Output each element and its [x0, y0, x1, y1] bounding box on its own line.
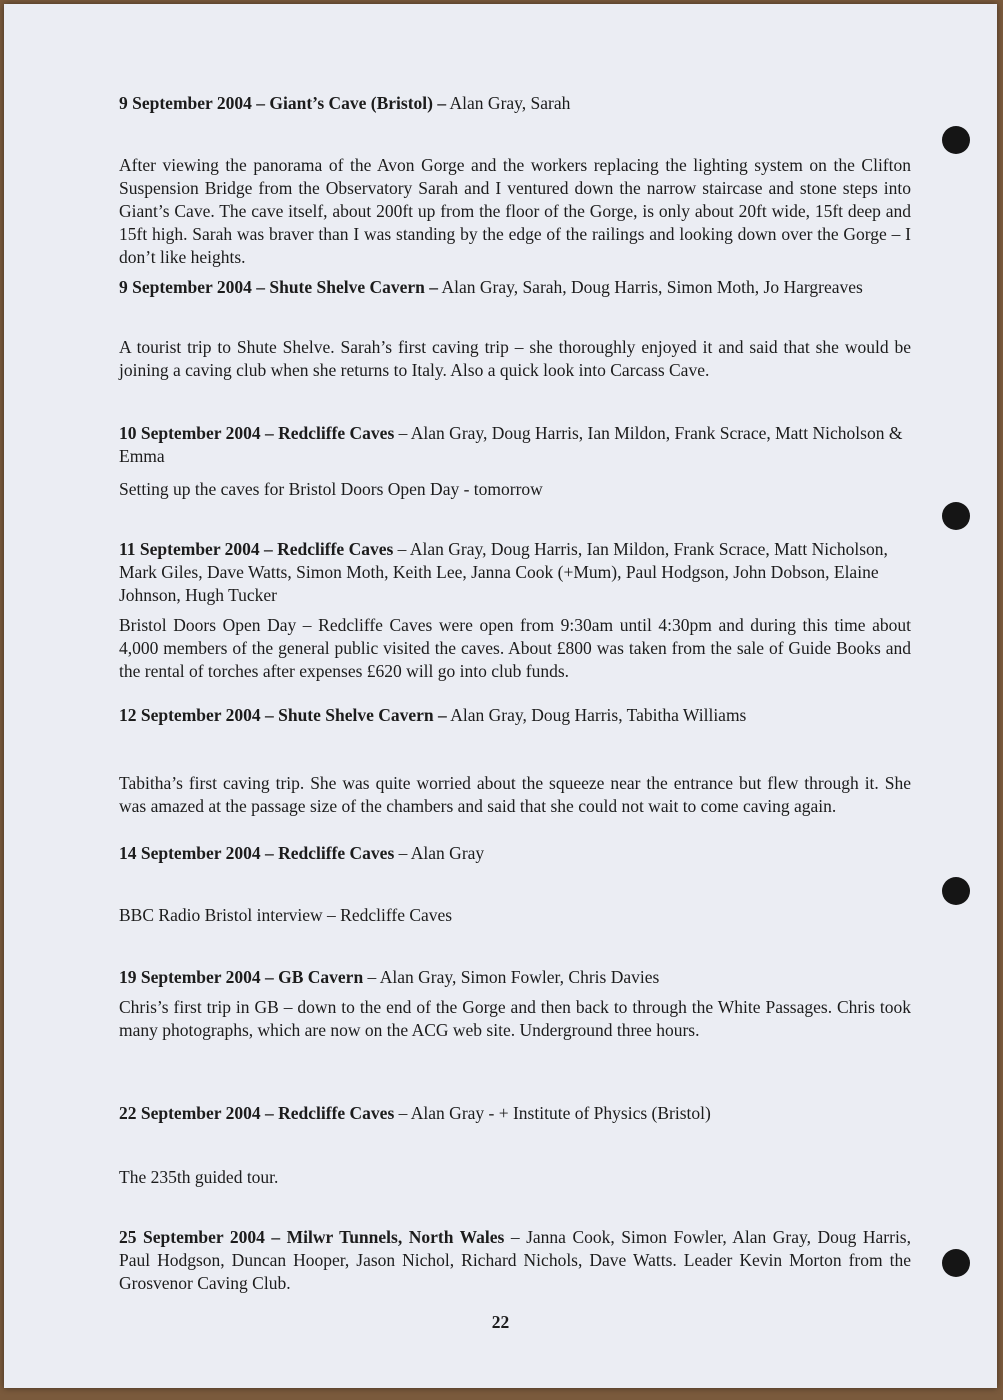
entry-people: – Alan Gray - + Institute of Physics (Bristol): [394, 1103, 711, 1123]
document-page: [4, 4, 997, 1388]
entry-text: After viewing the panorama of the Avon Gorge and the workers replacing the lighting system on the Clifton Suspension Bridge from the Observatory Sarah and I ventured down the narrow staircase and stone steps into Giant’s Cave. The cave itself, about 200ft up from the floor of the Gorge, is only about 20ft wide, 15ft deep and 15ft high. Sarah was braver than I was standing by the edge of the railings and looking down over the Gorge – I don’t like heights.: [119, 155, 911, 267]
entry-text: BBC Radio Bristol interview – Redcliffe Caves: [119, 905, 453, 925]
entry-text: The 235th guided tour.: [119, 1167, 279, 1187]
entry-heading: [119, 704, 911, 727]
entry-date-title: 9 September 2004 – Shute Shelve Cavern –: [119, 277, 439, 297]
entry-date-title: 12 September 2004 – Shute Shelve Cavern –: [119, 705, 447, 725]
entry-people: Alan Gray, Doug Harris, Tabitha Williams: [446, 705, 747, 725]
entry-text: Bristol Doors Open Day – Redcliffe Caves were open from 9:30am until 4:30pm and during this time about 4,000 members of the general public visited the caves. About £800 was taken from the sale of Guide Books and the rental of torches after expenses £620 will go into club funds.: [119, 615, 911, 681]
entry-heading: [119, 92, 911, 115]
entry-heading: [119, 1102, 911, 1125]
entry-heading: [119, 276, 911, 299]
entry-people: – Alan Gray, Doug Harris, Ian Mildon, Frank Scrace, Matt Nicholson, Mark Giles, Dave Watts, Simon Moth, Keith Lee, Janna Cook (+Mum), Paul Hodgson, John Dobson, Elaine Johnson, Hugh Tucker: [119, 539, 888, 605]
entry-heading: [119, 538, 911, 607]
entry-text: Tabitha’s first caving trip. She was quite worried about the squeeze near the entrance but flew through it. She was amazed at the passage size of the chambers and said that she could not wait to come caving again.: [119, 773, 911, 816]
entry-heading: [119, 966, 911, 989]
punch-hole: [942, 502, 970, 530]
entry-people: Alan Gray, Sarah: [446, 93, 571, 113]
entry-date-title: 22 September 2004 – Redcliffe Caves: [119, 1103, 395, 1123]
entry-heading: [119, 842, 911, 865]
entry-heading: [119, 1226, 911, 1295]
entry-people: – Alan Gray, Simon Fowler, Chris Davies: [363, 967, 660, 987]
punch-hole: [942, 1249, 970, 1277]
entry-date-title: 14 September 2004 – Redcliffe Caves: [119, 843, 395, 863]
entry-date-title: 25 September 2004 – Milwr Tunnels, North Wales: [119, 1227, 505, 1247]
entry-people: – Janna Cook, Simon Fowler, Alan Gray, Doug Harris, Paul Hodgson, Duncan Hooper, Jason Nichol, Richard Nichols, Dave Watts. Leader Kevin Morton from the Grosvenor Caving Club.: [119, 1227, 911, 1293]
punch-hole: [942, 877, 970, 905]
entry-date-title: 19 September 2004 – GB Cavern: [119, 967, 364, 987]
page-number: 22: [491, 1312, 510, 1332]
entry-date-title: 11 September 2004 – Redcliffe Caves: [119, 539, 394, 559]
entry-text: A tourist trip to Shute Shelve. Sarah’s first caving trip – she thoroughly enjoyed it and said that she would be joining a caving club when she returns to Italy. Also a quick look into Carcass Cave.: [119, 337, 911, 380]
entry-people: – Alan Gray: [394, 843, 485, 863]
entry-text: Chris’s first trip in GB – down to the end of the Gorge and then back to through the White Passages. Chris took many photographs, which are now on the ACG web site. Underground three hours.: [119, 997, 911, 1040]
entry-text: Setting up the caves for Bristol Doors Open Day - tomorrow: [119, 479, 543, 499]
entry-people: – Alan Gray, Doug Harris, Ian Mildon, Frank Scrace, Matt Nicholson & Emma: [119, 423, 903, 466]
entry-people: Alan Gray, Sarah, Doug Harris, Simon Moth, Jo Hargreaves: [438, 277, 863, 297]
punch-hole: [942, 126, 970, 154]
entry-date-title: 10 September 2004 – Redcliffe Caves: [119, 423, 395, 443]
entry-date-title: 9 September 2004 – Giant’s Cave (Bristol) –: [119, 93, 447, 113]
entry-heading: [119, 422, 911, 468]
